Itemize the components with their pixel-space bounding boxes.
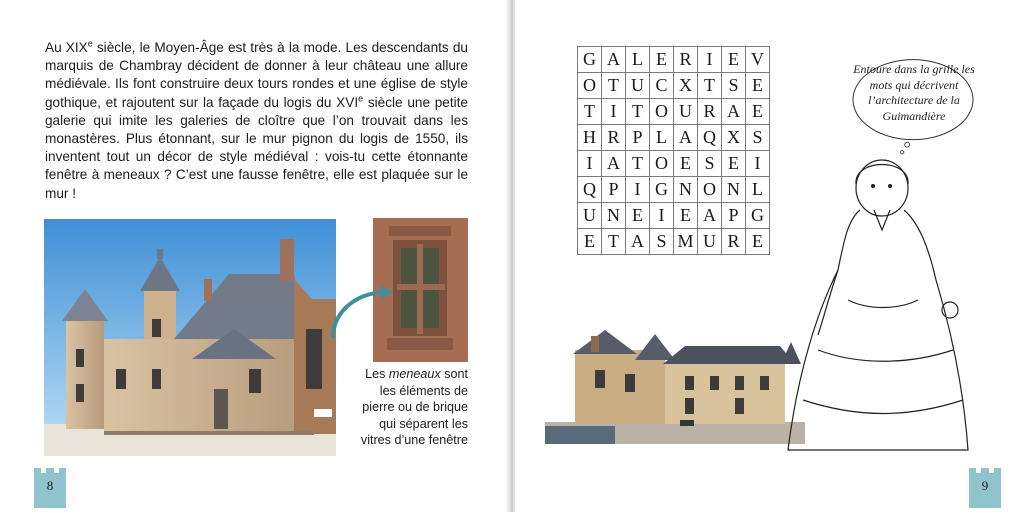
century-superscript-1: e [87, 38, 93, 49]
grid-cell: H [578, 125, 602, 151]
grid-cell: S [722, 73, 746, 99]
page-number-left [34, 468, 66, 508]
grid-cell: T [626, 99, 650, 125]
grid-cell: G [746, 203, 770, 229]
intro-text-1: Au XIX [45, 40, 88, 55]
intro-text-2: siècle, le Moyen-Âge est très à la mode. Les descendants du marquis de Chambray décident de donner à leur château une allure médiévale. Ils font construire deux tours rondes et une église de style gothique, et rajoutent sur la façade du logis du XVI [45, 40, 468, 110]
caption-text-2: sont les éléments de pierre ou de brique qui séparent les vitres d’une fenêtre [360, 367, 468, 448]
grid-cell: E [722, 151, 746, 177]
grid-cell: A [626, 229, 650, 255]
grid-row [578, 203, 770, 229]
grid-cell: P [602, 177, 626, 203]
grid-cell: Q [698, 125, 722, 151]
grid-cell: X [722, 125, 746, 151]
grid-cell: U [578, 203, 602, 229]
meneaux-caption [350, 366, 468, 449]
grid-cell: O [650, 99, 674, 125]
grid-cell: G [578, 47, 602, 73]
grid-cell: S [650, 229, 674, 255]
page-number-right [969, 468, 1001, 508]
grid-row [578, 99, 770, 125]
grid-cell: G [650, 177, 674, 203]
lady-illustration [778, 150, 978, 468]
grid-cell: I [650, 203, 674, 229]
grid-row [578, 229, 770, 255]
grid-cell: R [698, 99, 722, 125]
grid-cell: N [602, 203, 626, 229]
curved-arrow-icon [325, 282, 395, 342]
grid-cell: I [626, 177, 650, 203]
grid-cell: I [698, 47, 722, 73]
intro-paragraph [45, 39, 468, 203]
grid-cell: Q [578, 177, 602, 203]
grid-cell: U [626, 73, 650, 99]
grid-cell: A [602, 47, 626, 73]
grid-cell: E [650, 47, 674, 73]
grid-row [578, 47, 770, 73]
grid-cell: I [746, 151, 770, 177]
caption-text-1: Les [365, 367, 389, 381]
grid-cell: E [746, 229, 770, 255]
grid-cell: S [698, 151, 722, 177]
grid-cell: U [698, 229, 722, 255]
page-number-right-text: 9 [981, 478, 989, 493]
caption-emphasis: meneaux [388, 367, 441, 381]
grid-cell: L [626, 47, 650, 73]
grid-cell: E [626, 203, 650, 229]
grid-cell: A [674, 125, 698, 151]
chateau-illustration [44, 219, 336, 456]
grid-cell: P [626, 125, 650, 151]
grid-cell: E [722, 47, 746, 73]
grid-cell: V [746, 47, 770, 73]
grid-cell: O [650, 151, 674, 177]
grid-cell: E [746, 73, 770, 99]
page-number-left-text: 8 [46, 478, 54, 493]
guimandiere-photo [545, 330, 805, 444]
chateau-photo [44, 219, 336, 456]
intro-text-3: siècle une petite galerie qui imite les galeries de cloître que l’on trouvait dans les monastères. Plus étonnant, sur le mur pignon du logis de 1550, ils inventent tout un décor de style médiéval : vois-tu cette étonnante fenêtre à meneaux ? C’est une fausse fenêtre, elle est plaquée sur le mur ! [45, 94, 468, 201]
century-superscript-2: e [358, 93, 364, 104]
grid-cell: P [722, 203, 746, 229]
bubble-instructions: Entoure dans la grille les mots qui décrivent l’architecture de la Guimandière [853, 62, 975, 123]
grid-cell: T [602, 229, 626, 255]
grid-cell: I [578, 151, 602, 177]
word-search-grid [577, 46, 770, 255]
grid-row [578, 73, 770, 99]
grid-cell: E [674, 151, 698, 177]
grid-cell: N [674, 177, 698, 203]
grid-cell: T [578, 99, 602, 125]
grid-cell: A [602, 151, 626, 177]
grid-cell: R [674, 47, 698, 73]
grid-cell: C [650, 73, 674, 99]
grid-cell: L [650, 125, 674, 151]
grid-cell: R [722, 229, 746, 255]
grid-cell: T [626, 151, 650, 177]
grid-cell: M [674, 229, 698, 255]
grid-cell: T [602, 73, 626, 99]
grid-cell: O [578, 73, 602, 99]
guimandiere-illustration [545, 330, 805, 444]
grid-cell: A [722, 99, 746, 125]
grid-cell: T [698, 73, 722, 99]
grid-cell: A [698, 203, 722, 229]
left-page [0, 0, 509, 512]
grid-cell: E [746, 99, 770, 125]
grid-cell: U [674, 99, 698, 125]
grid-cell: I [602, 99, 626, 125]
grid-cell: N [722, 177, 746, 203]
grid-cell: R [602, 125, 626, 151]
grid-cell: O [698, 177, 722, 203]
grid-cell: L [746, 177, 770, 203]
grid-row [578, 125, 770, 151]
grid-row [578, 151, 770, 177]
grid-cell: E [674, 203, 698, 229]
grid-cell: E [578, 229, 602, 255]
grid-cell: X [674, 73, 698, 99]
grid-row [578, 177, 770, 203]
grid-cell: S [746, 125, 770, 151]
